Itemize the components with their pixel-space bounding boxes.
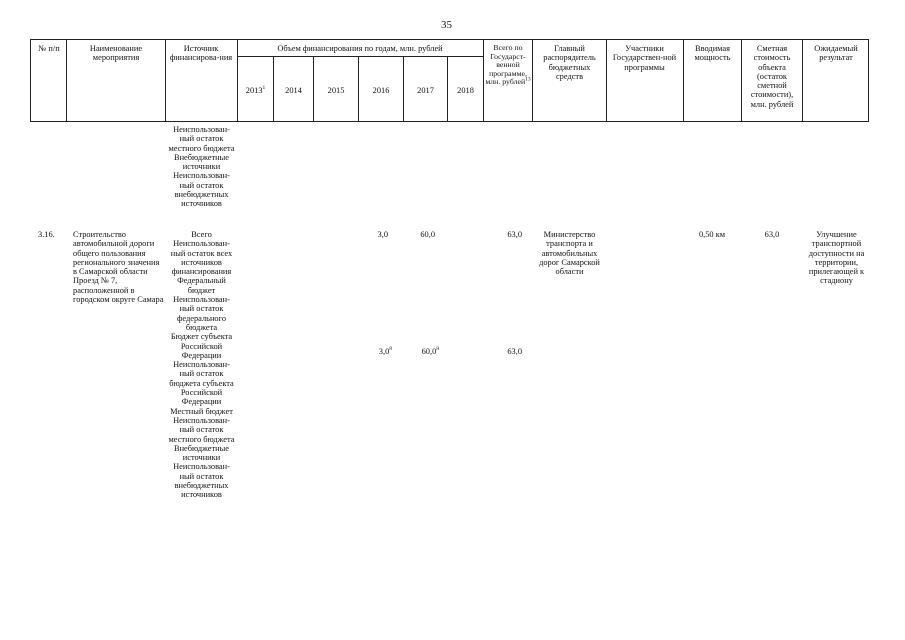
row-result: Улучшение транспортной доступности на территории, прилегающей к стадиону bbox=[808, 230, 865, 286]
header-capacity: Вводимая мощность bbox=[694, 44, 731, 63]
source-label: Неиспользован-ный остаток бюджета субъекта Российской Федерации bbox=[169, 360, 234, 407]
source-label: Неиспользован-ный остаток всех источников финансирования bbox=[170, 239, 233, 277]
header-bottom-border bbox=[30, 121, 868, 122]
header-name: Наименование мероприятия bbox=[89, 44, 143, 63]
header-num: № п/п bbox=[38, 44, 60, 53]
regional-2016-value: $3,0^8$ bbox=[378, 346, 392, 356]
header-total: Всего по Государст-венной программе, млн. рублей$^{13}$ bbox=[485, 43, 531, 87]
source-label: Местный бюджет bbox=[170, 406, 233, 416]
header-manager: Главный распорядитель бюджетных средств bbox=[543, 44, 596, 81]
total-program-value: 63,0 bbox=[507, 230, 522, 239]
header-participants: Участники Государствен-ной программы bbox=[612, 44, 677, 72]
header-estimate: Сметная стоимость объекта (остаток сметной стоимости), млн. рублей bbox=[750, 44, 794, 109]
regional-total-value: 63,0 bbox=[507, 347, 522, 356]
row-estimate: 63,0 bbox=[764, 230, 780, 239]
main-sources-column bbox=[166, 230, 237, 500]
source-label: Неиспользован-ный остаток федерального бюджета bbox=[173, 295, 230, 332]
col-border-14 bbox=[802, 39, 803, 122]
col-border-1 bbox=[66, 39, 67, 122]
source-label: Всего bbox=[191, 230, 212, 239]
header-year-2013: 2013$^1$ bbox=[245, 85, 266, 95]
header-year-2015: 2015 bbox=[327, 86, 345, 95]
row-capacity: 0,50 км bbox=[698, 230, 726, 239]
col-border-15 bbox=[868, 39, 869, 122]
source-label: Внебюджетные источники bbox=[173, 152, 230, 172]
header-top-border bbox=[30, 39, 868, 40]
col-border-10 bbox=[532, 39, 533, 122]
source-label: Бюджет субъекта Российской Федерации bbox=[170, 332, 233, 360]
page-number: 35 bbox=[441, 19, 452, 31]
col-border-0 bbox=[30, 39, 31, 122]
row-manager: Министерство транспорта и автомобильных дорог Самарской области bbox=[539, 230, 600, 277]
total-2016-value: 3,0 bbox=[377, 230, 388, 239]
header-year-2018: 2018 bbox=[457, 86, 474, 95]
source-label: Внебюджетные источники bbox=[173, 443, 230, 463]
header-source: Источник финансирова-ния bbox=[169, 44, 233, 63]
col-border-11 bbox=[606, 39, 607, 122]
header-funding-group: Объем финансирования по годам, млн. рублей bbox=[277, 44, 443, 53]
header-result: Ожидаемый результат bbox=[814, 44, 858, 63]
col-border-9 bbox=[483, 39, 484, 122]
top-sources-column bbox=[166, 125, 237, 209]
regional-2017-value: 60,0$^8$ bbox=[421, 346, 439, 356]
col-border-12 bbox=[683, 39, 684, 122]
col-border-13 bbox=[741, 39, 742, 122]
source-label: Неиспользован-ный остаток местного бюджета bbox=[168, 125, 235, 153]
source-label: Неиспользован-ный остаток внебюджетных источников bbox=[173, 462, 230, 500]
total-2017-value: 60,0 bbox=[420, 230, 435, 239]
source-label: Федеральный бюджет bbox=[177, 276, 226, 295]
row-num: 3.16. bbox=[38, 230, 55, 239]
source-label: Неиспользован-ный остаток внебюджетных источников bbox=[173, 171, 230, 209]
header-year-2016: 2016 bbox=[372, 86, 390, 95]
row-name: Строительство автомобильной дороги общего пользования регионального значения в Самарской области Проезд № 7, расположенной в городском округе Самара bbox=[73, 230, 164, 305]
header-year-2017: 2017 bbox=[417, 86, 434, 95]
header-year-2014: 2014 bbox=[285, 86, 302, 95]
source-label: Неиспользован-ный остаток местного бюджета bbox=[168, 415, 235, 444]
col-border-3 bbox=[237, 39, 238, 122]
col-border-2 bbox=[165, 39, 166, 122]
